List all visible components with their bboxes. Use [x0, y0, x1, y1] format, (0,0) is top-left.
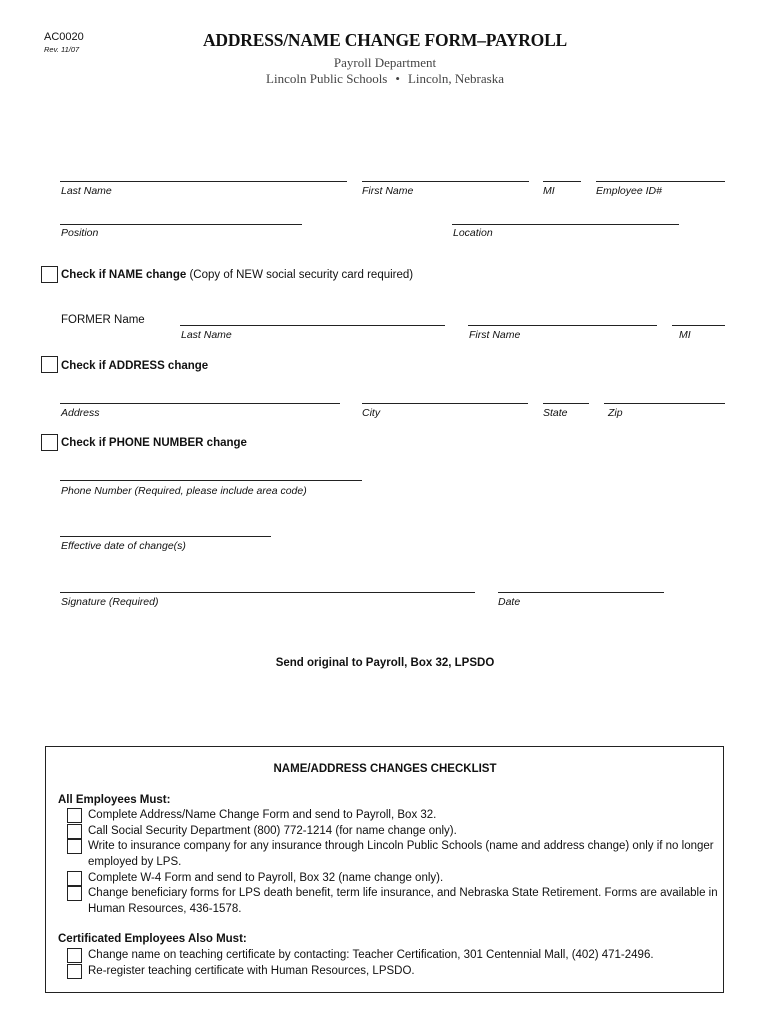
- city-field[interactable]: [362, 403, 528, 404]
- address-change-label: Check if ADDRESS change: [61, 360, 209, 372]
- checklist-checkbox[interactable]: [67, 839, 82, 854]
- form-code: AC0020: [44, 31, 84, 43]
- mi-field[interactable]: [543, 181, 581, 182]
- state-label: State: [543, 407, 568, 419]
- send-instruction: Send original to Payroll, Box 32, LPSDO: [275, 657, 495, 669]
- former-first-name-field[interactable]: [468, 325, 657, 326]
- org-name: Lincoln Public Schools: [266, 71, 388, 86]
- position-label: Position: [61, 227, 99, 239]
- zip-field[interactable]: [604, 403, 725, 404]
- checklist-checkbox[interactable]: [67, 886, 82, 901]
- zip-label: Zip: [608, 407, 623, 419]
- phone-label: Phone Number (Required, please include area code): [61, 485, 307, 497]
- org-separator: •: [395, 71, 400, 86]
- first-name-field[interactable]: [362, 181, 529, 182]
- name-change-checkbox[interactable]: [41, 266, 58, 283]
- employee-id-field[interactable]: [596, 181, 725, 182]
- former-first-name-label: First Name: [469, 329, 521, 341]
- certificated-employees-heading: Certificated Employees Also Must:: [58, 933, 247, 945]
- signature-field[interactable]: [60, 592, 475, 593]
- name-change-text: [61, 269, 413, 281]
- date-field[interactable]: [498, 592, 664, 593]
- effective-date-field[interactable]: [60, 536, 271, 537]
- effective-date-label: Effective date of change(s): [61, 540, 186, 552]
- last-name-field[interactable]: [60, 181, 347, 182]
- org-city: Lincoln, Nebraska: [407, 71, 504, 86]
- checklist-item: Change name on teaching certificate by contacting: Teacher Certification, 301 Centennial Mall, (402) 471-2496.: [88, 949, 654, 961]
- phone-change-checkbox[interactable]: [41, 434, 58, 451]
- address-change-checkbox[interactable]: [41, 356, 58, 373]
- former-mi-field[interactable]: [672, 325, 725, 326]
- all-employees-heading: All Employees Must:: [58, 794, 171, 806]
- position-field[interactable]: [60, 224, 302, 225]
- checklist-item: Change beneficiary forms for LPS death benefit, term life insurance, and Nebraska State Retirement. Forms are available in Human Resources, 436-1578.: [88, 887, 718, 915]
- address-label: Address: [61, 407, 100, 419]
- mi-label: MI: [543, 185, 555, 197]
- name-change-note: (Copy of NEW social security card required): [186, 269, 414, 281]
- form-title: ADDRESS/NAME CHANGE FORM–PAYROLL: [202, 30, 568, 50]
- former-mi-label: MI: [679, 329, 691, 341]
- checklist-item: Write to insurance company for any insurance through Lincoln Public Schools (name and address change) only if no longer employed by LPS.: [88, 840, 714, 868]
- former-last-name-field[interactable]: [180, 325, 445, 326]
- organization: [0, 71, 770, 87]
- phone-change-label: Check if PHONE NUMBER change: [61, 437, 247, 449]
- former-name-label: FORMER Name: [61, 314, 145, 326]
- checklist-checkbox[interactable]: [67, 948, 82, 963]
- state-field[interactable]: [543, 403, 589, 404]
- date-label: Date: [498, 596, 521, 608]
- checklist-checkbox[interactable]: [67, 964, 82, 979]
- address-field[interactable]: [60, 403, 340, 404]
- former-last-name-label: Last Name: [181, 329, 232, 341]
- location-label: Location: [453, 227, 493, 239]
- phone-field[interactable]: [60, 480, 362, 481]
- signature-label: Signature (Required): [61, 596, 159, 608]
- checklist-item: Complete W-4 Form and send to Payroll, Box 32 (name change only).: [88, 872, 444, 884]
- last-name-label: Last Name: [61, 185, 112, 197]
- department-name: Payroll Department: [333, 55, 437, 70]
- location-field[interactable]: [452, 224, 679, 225]
- checklist-checkbox[interactable]: [67, 824, 82, 839]
- checklist-item: Complete Address/Name Change Form and send to Payroll, Box 32.: [88, 809, 437, 821]
- first-name-label: First Name: [362, 185, 414, 197]
- checklist-title: NAME/ADDRESS CHANGES CHECKLIST: [273, 763, 497, 775]
- checklist-checkbox[interactable]: [67, 808, 82, 823]
- checklist-checkbox[interactable]: [67, 871, 82, 886]
- name-change-label: Check if NAME change: [61, 269, 187, 281]
- employee-id-label: Employee ID#: [596, 185, 662, 197]
- form-revision: Rev. 11/07: [44, 45, 80, 54]
- checklist-item: Call Social Security Department (800) 772-1214 (for name change only).: [88, 825, 457, 837]
- checklist-item: Re-register teaching certificate with Human Resources, LPSDO.: [88, 965, 415, 977]
- city-label: City: [362, 407, 381, 419]
